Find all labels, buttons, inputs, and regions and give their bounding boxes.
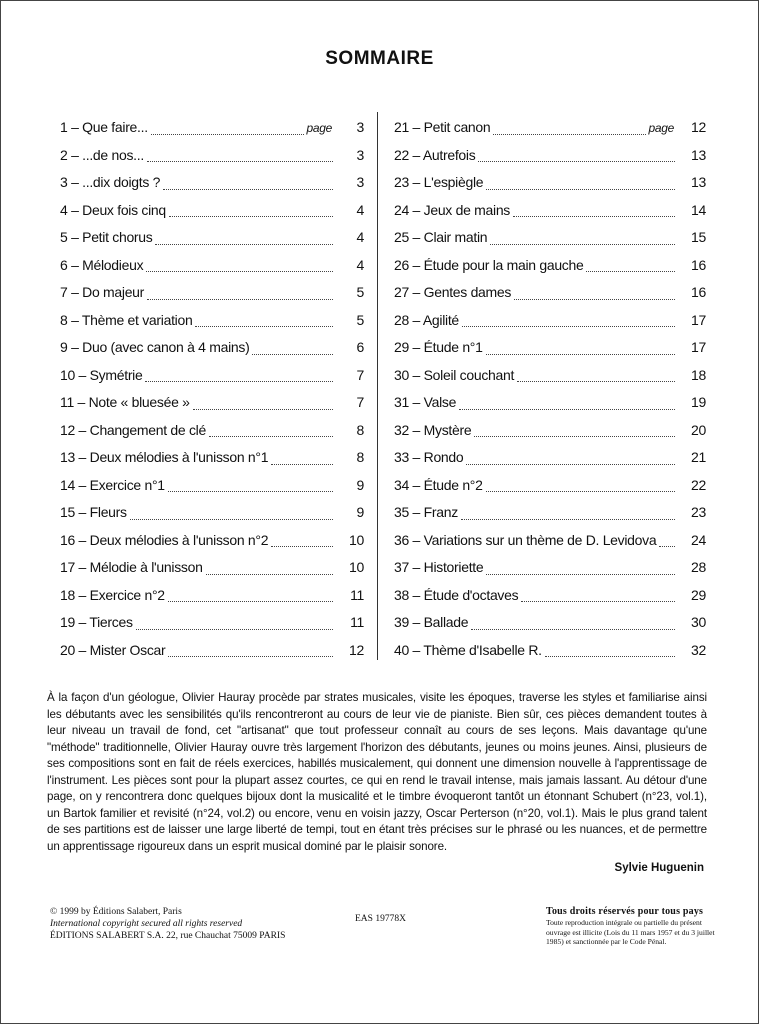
- toc-entry-title: 29 – Étude n°1: [394, 339, 483, 355]
- toc-entry: [394, 527, 706, 555]
- toc-left-column: [60, 114, 364, 664]
- toc-entry-title: 8 – Thème et variation: [60, 311, 193, 328]
- toc-entry-page: 8: [356, 421, 364, 438]
- toc-entry-page: 18: [691, 366, 706, 383]
- toc-entry: [60, 609, 364, 637]
- toc-entry-page: 10: [349, 559, 364, 575]
- toc-entry-title: 22 – Autrefois: [394, 146, 476, 163]
- toc-entry-page: 29: [691, 586, 706, 603]
- toc-entry-title: 25 – Clair matin: [394, 229, 488, 245]
- toc-entry-page: 19: [691, 394, 706, 410]
- toc-entry: [60, 334, 364, 362]
- toc-entry-page: 13: [691, 174, 706, 190]
- toc-entry-title: 19 – Tierces: [60, 614, 133, 630]
- toc-entry-page: 4: [356, 256, 364, 273]
- toc-entry-title: 36 – Variations sur un thème de D. Levidova: [394, 531, 657, 548]
- column-divider: [377, 112, 378, 660]
- toc-leader-dots: [163, 180, 333, 190]
- toc-entry: [60, 527, 364, 555]
- toc-entry-page: 12: [691, 119, 706, 135]
- toc-entry-title: 9 – Duo (avec canon à 4 mains): [60, 339, 250, 355]
- toc-leader-dots: [521, 592, 675, 602]
- toc-leader-dots: [146, 262, 333, 272]
- toc-leader-dots: [471, 620, 675, 630]
- toc-entry-page: 16: [691, 284, 706, 300]
- toc-entry: [394, 609, 706, 637]
- toc-entry-title: 31 – Valse: [394, 394, 457, 410]
- toc-leader-dots: [586, 262, 675, 272]
- toc-leader-dots: [513, 207, 675, 217]
- toc-leader-dots: [206, 565, 333, 575]
- toc-leader-dots: [168, 647, 333, 657]
- toc-entry: [394, 114, 706, 142]
- toc-entry-title: 27 – Gentes dames: [394, 284, 512, 300]
- toc-entry: [60, 417, 364, 445]
- toc-entry-page: 16: [691, 256, 706, 273]
- toc-entry-title: 3 – ...dix doigts ?: [60, 174, 161, 190]
- toc-entry-title: 23 – L'espiègle: [394, 174, 484, 190]
- toc-entry: [394, 224, 706, 252]
- toc-leader-dots: [145, 372, 333, 382]
- toc-entry: [394, 554, 706, 582]
- toc-entry-page: 5: [356, 311, 364, 328]
- toc-entry-title: 33 – Rondo: [394, 449, 464, 465]
- toc-leader-dots: [130, 510, 333, 520]
- toc-leader-dots: [490, 235, 675, 245]
- toc-entry-page: 22: [691, 476, 706, 493]
- toc-entry-title: 7 – Do majeur: [60, 284, 145, 300]
- toc-entry-page: 10: [349, 531, 364, 548]
- toc-leader-dots: [193, 400, 333, 410]
- toc-leader-dots: [252, 345, 333, 355]
- toc-entry-title: 40 – Thème d'Isabelle R.: [394, 641, 542, 658]
- toc-entry: [394, 389, 706, 417]
- toc-entry: [394, 499, 706, 527]
- toc-entry-page: 20: [691, 421, 706, 438]
- toc-entry: [60, 472, 364, 500]
- toc-leader-dots: [461, 510, 675, 520]
- toc-entry-title: 2 – ...de nos...: [60, 146, 144, 163]
- toc-leader-dots: [147, 290, 333, 300]
- toc-entry-page: 9: [356, 476, 364, 493]
- toc-entry-page: 3: [356, 146, 364, 163]
- toc-entry-page: 17: [691, 339, 706, 355]
- toc-entry-title: 11 – Note « bluesée »: [60, 394, 190, 410]
- toc-entry-title: 12 – Changement de clé: [60, 421, 206, 438]
- toc-entry: [60, 554, 364, 582]
- toc-entry: [60, 499, 364, 527]
- toc-entry-page: 30: [691, 614, 706, 630]
- toc-leader-dots: [486, 345, 675, 355]
- toc-entry: [394, 444, 706, 472]
- toc-entry: [60, 169, 364, 197]
- toc-entry: [60, 197, 364, 225]
- page-title: SOMMAIRE: [325, 48, 434, 69]
- toc-entry-page: 13: [691, 146, 706, 163]
- toc-entry: [394, 637, 706, 665]
- toc-entry-title: 21 – Petit canon: [394, 119, 491, 135]
- rights-text: Toute reproduction intégrale ou partielle du présent ouvrage est illicite (Lois du 11 mars 1957 et du 3 juillet 1985) et sanctionnée par le Code Pénal.: [546, 918, 715, 946]
- toc-entry: [394, 252, 706, 280]
- toc-entry-page: 11: [350, 614, 364, 630]
- toc-entry-page: 11: [350, 586, 364, 603]
- toc-entry: [60, 307, 364, 335]
- toc-entry-title: 34 – Étude n°2: [394, 476, 483, 493]
- footer-copyright-block: [50, 906, 285, 942]
- toc-entry-title: 17 – Mélodie à l'unisson: [60, 559, 203, 575]
- toc-entry: [394, 142, 706, 170]
- toc-entry-page: 3: [356, 174, 364, 190]
- toc-leader-dots: [209, 427, 333, 437]
- toc-entry-title: 4 – Deux fois cinq: [60, 201, 166, 218]
- toc-leader-dots: [517, 372, 675, 382]
- toc-entry-page: 24: [691, 531, 706, 548]
- toc-entry-page: 5: [356, 284, 364, 300]
- toc-entry-title: 18 – Exercice n°2: [60, 586, 165, 603]
- toc-entry: [60, 444, 364, 472]
- toc-entry-title: 35 – Franz: [394, 504, 458, 520]
- toc-entry-page: 21: [691, 449, 706, 465]
- toc-entry-title: 5 – Petit chorus: [60, 229, 153, 245]
- toc-leader-dots: [478, 152, 675, 162]
- toc-entry-title: 20 – Mister Oscar: [60, 641, 166, 658]
- intro-paragraph: À la façon d'un géologue, Olivier Hauray procède par strates musicales, visite les époques, traverse les styles et familiarise ainsi les débutants avec les sensibilités qu'ils rencontreront au cours de leur vie de pianiste. Bien sûr, ces pièces demandent toutes à leur niveau un travail de fond, cet "artisanat" que tout professeur connaît au cours de ses leçons. Mais davantage qu'une "méthode" traditionnelle, Olivier Hauray ouvre très largement l'horizon des débutants, jeunes ou moins jeunes. Ainsi, plusieurs de ses compositions sont en fait de réels exercices, habillés musicalement, qui donnent une dimension nouvelle à l'apprentissage de l'instrument. Les pièces sont pour la plupart assez courtes, ce qui en rend le travail intense, mais jamais lassant. Au détour d'une page, on y rencontrera donc quelques bijoux dont la musicalité et le timbre évoqueront tantôt un étonnant Schubert (n°23, vol.1), un Bartok familier et revisité (n°24, vol.2) ou encore, venu en voisin jazzy, Oscar Perterson (n°20, vol.1). Mais le plus grand talent de ses partitions est de laisser une large liberté de tempi, tout en étant très précises sur le phrasé ou les nuances, et de permettre un apprentissage rigoureux dans un esprit musical dominé par le plaisir sonore.: [47, 691, 707, 853]
- toc-leader-dots: [486, 565, 675, 575]
- toc-entry-page: 28: [691, 559, 706, 575]
- toc-entry: [394, 582, 706, 610]
- toc-leader-dots: [136, 620, 333, 630]
- toc-entry-page: 23: [691, 504, 706, 520]
- toc-entry-page: 7: [356, 366, 364, 383]
- toc-leader-dots: [486, 482, 675, 492]
- toc-leader-dots: [545, 647, 675, 657]
- toc-entry-title: 1 – Que faire...: [60, 119, 148, 135]
- toc-entry: [60, 637, 364, 665]
- toc-entry-title: 39 – Ballade: [394, 614, 469, 630]
- toc-entry: [394, 169, 706, 197]
- toc-leader-dots: [155, 235, 333, 245]
- toc-entry-page: 4: [356, 229, 364, 245]
- intl-copyright-line: International copyright secured all rights reserved: [50, 919, 243, 929]
- catalog-number: EAS 19778X: [355, 914, 406, 924]
- rights-heading: Tous droits réservés pour tous pays: [546, 906, 704, 917]
- toc-entry-title: 26 – Étude pour la main gauche: [394, 256, 584, 273]
- toc-leader-dots: [147, 152, 333, 162]
- toc-leader-dots: [459, 400, 675, 410]
- toc-entry-title: 38 – Étude d'octaves: [394, 586, 519, 603]
- toc-entry-title: 28 – Agilité: [394, 311, 459, 328]
- toc-entry: [394, 279, 706, 307]
- toc-leader-dots: [168, 482, 333, 492]
- toc-entry: [60, 252, 364, 280]
- toc-entry-page: 3: [356, 119, 364, 135]
- toc-entry-page: 4: [356, 201, 364, 218]
- toc-entry-page: 32: [691, 641, 706, 658]
- toc-entry-title: 24 – Jeux de mains: [394, 201, 511, 218]
- toc-leader-dots: [486, 180, 675, 190]
- toc-leader-dots: [169, 207, 333, 217]
- toc-entry-title: 32 – Mystère: [394, 421, 472, 438]
- toc-entry-page: 17: [691, 311, 706, 328]
- toc-entry-page: 12: [349, 641, 364, 658]
- toc-entry-title: 37 – Historiette: [394, 559, 484, 575]
- copyright-line: © 1999 by Éditions Salabert, Paris: [50, 907, 182, 917]
- toc-leader-dots: [514, 290, 675, 300]
- toc-leader-dots: [151, 125, 304, 135]
- toc-entry: [60, 142, 364, 170]
- toc-leader-dots: [271, 537, 333, 547]
- toc-entry-title: 10 – Symétrie: [60, 366, 143, 383]
- footer-rights-block: [546, 906, 716, 947]
- toc-entry-page: 15: [691, 229, 706, 245]
- toc-page-word: page: [648, 121, 674, 135]
- toc-entry-page: 14: [691, 201, 706, 218]
- toc-leader-dots: [462, 317, 675, 327]
- toc-entry-page: 9: [356, 504, 364, 520]
- toc-entry-title: 14 – Exercice n°1: [60, 476, 165, 493]
- toc-entry: [60, 362, 364, 390]
- toc-entry: [394, 362, 706, 390]
- toc-entry: [394, 472, 706, 500]
- toc-entry-title: 16 – Deux mélodies à l'unisson n°2: [60, 531, 269, 548]
- toc-entry: [60, 114, 364, 142]
- toc-entry-page: 7: [356, 394, 364, 410]
- toc-leader-dots: [493, 125, 645, 135]
- toc-entry: [60, 279, 364, 307]
- toc-entry: [60, 389, 364, 417]
- toc-leader-dots: [474, 427, 675, 437]
- toc-leader-dots: [659, 537, 675, 547]
- toc-leader-dots: [466, 455, 675, 465]
- toc-entry-title: 30 – Soleil couchant: [394, 366, 515, 383]
- toc-page-word: page: [306, 121, 332, 135]
- toc-entry: [394, 307, 706, 335]
- toc-entry: [394, 334, 706, 362]
- author-signature: Sylvie Huguenin: [614, 862, 704, 874]
- toc-entry-title: 13 – Deux mélodies à l'unisson n°1: [60, 449, 269, 465]
- publisher-address: ÉDITIONS SALABERT S.A. 22, rue Chauchat 75009 PARIS: [50, 931, 286, 941]
- toc-right-column: [394, 114, 706, 664]
- toc-leader-dots: [168, 592, 333, 602]
- toc-entry: [394, 417, 706, 445]
- toc-entry: [394, 197, 706, 225]
- toc-entry-page: 6: [356, 339, 364, 355]
- toc-leader-dots: [195, 317, 333, 327]
- toc-entry-page: 8: [356, 449, 364, 465]
- toc-entry: [60, 582, 364, 610]
- toc-entry-title: 15 – Fleurs: [60, 504, 127, 520]
- toc-entry-title: 6 – Mélodieux: [60, 256, 144, 273]
- toc-entry: [60, 224, 364, 252]
- toc-leader-dots: [271, 455, 333, 465]
